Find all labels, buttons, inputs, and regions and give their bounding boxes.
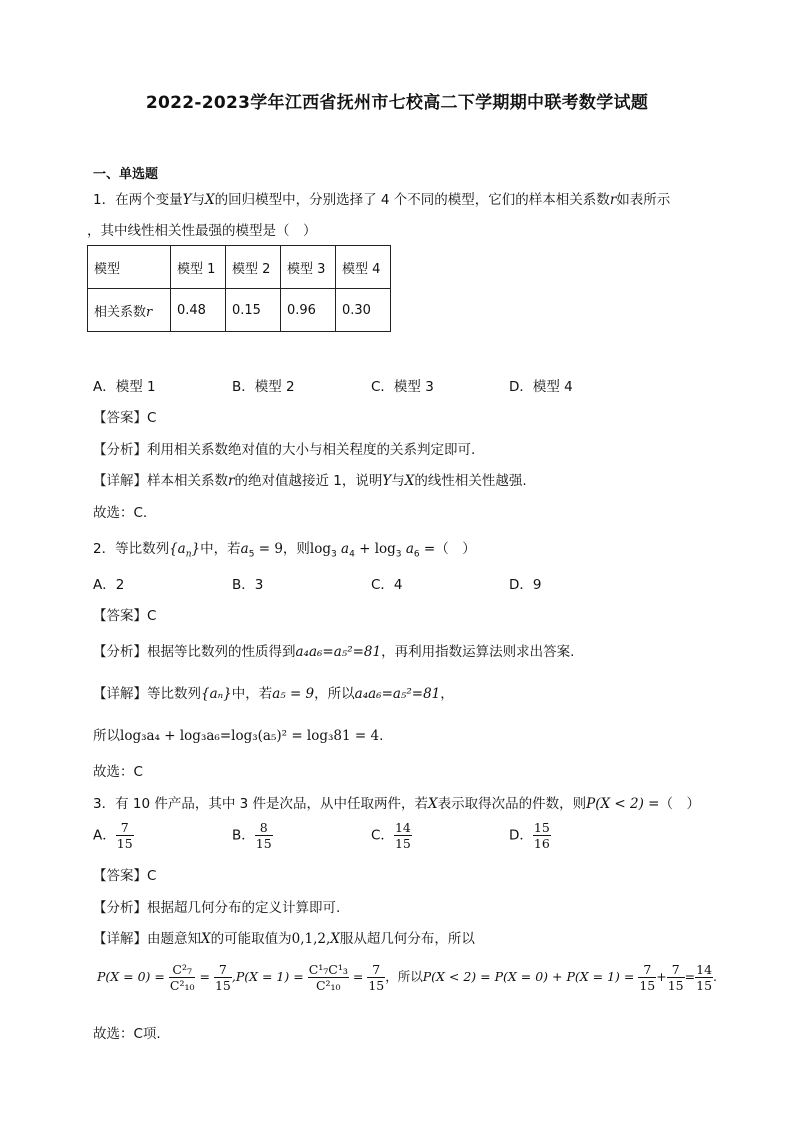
table-cell: 模型 4: [336, 246, 391, 289]
denominator: 15: [255, 836, 272, 851]
option-b: B．模型 2: [232, 379, 295, 395]
numerator: C¹₇C¹₃: [308, 962, 348, 977]
table-row: [88, 289, 391, 332]
denominator: 15: [116, 836, 133, 851]
option-label: B．: [232, 827, 255, 844]
denominator: 15: [696, 978, 713, 993]
detail-text: .: [379, 728, 384, 744]
q2-detail-line2: [93, 724, 383, 744]
q3-answer: [93, 864, 156, 884]
var-x: X: [428, 796, 438, 812]
denominator: 15: [214, 978, 231, 993]
q3-text: 表示取得次品的件数，则: [437, 796, 587, 812]
fraction: [169, 962, 196, 993]
q1-stem-line1: [93, 188, 670, 208]
fraction: [214, 962, 232, 993]
q1-stem-line2: ，其中线性相关性最强的模型是（ ）: [87, 223, 317, 239]
detail-text: 中，若: [231, 686, 273, 702]
math-expression: a₄a₆=a₅²=81: [295, 644, 382, 660]
math-token: =: [684, 969, 696, 984]
option-c: [371, 820, 412, 851]
q3-choose: 故选：C项.: [93, 1026, 161, 1042]
option-d: [509, 820, 551, 851]
detail-text: 的绝对值越接近 1，说明: [234, 473, 383, 489]
q2-answer: [93, 604, 156, 624]
analysis-text: ，再利用指数运算法则求出答案.: [381, 644, 575, 660]
analysis-tag: 【分析】: [93, 900, 147, 916]
q1-text: 1．在两个变量: [93, 192, 183, 208]
math-token: a: [336, 541, 350, 557]
q1-detail: [93, 469, 527, 489]
table-cell: 模型 3: [281, 246, 336, 289]
numerator: 7: [116, 820, 134, 836]
q1-answer: [93, 406, 156, 426]
detail-text: 由题意知: [147, 931, 201, 947]
denominator: C²₁₀: [315, 978, 341, 993]
math-subscript: 3: [395, 549, 402, 560]
denominator: 15: [394, 836, 411, 851]
model-table: [87, 245, 391, 332]
var-r: r: [609, 192, 617, 208]
q3-detail: [93, 927, 475, 947]
q1-choose: 故选：C.: [93, 505, 148, 521]
answer-value: C: [147, 868, 157, 884]
math-expression: P(X < 2) =: [586, 796, 660, 812]
option-d: D．9: [509, 577, 542, 593]
table-cell: 0.48: [171, 289, 226, 332]
analysis-tag: 【分析】: [93, 442, 147, 458]
math-expression: P(X < 2) = P(X = 0) + P(X = 1) =: [422, 969, 635, 984]
math-subscript: 6: [413, 549, 420, 560]
detail-text: 服从超几何分布，所以: [339, 931, 475, 947]
denominator: 15: [368, 978, 385, 993]
var-x: X: [201, 931, 211, 947]
math-token: +: [656, 969, 667, 984]
table-cell: [88, 289, 171, 332]
detail-text: 与: [391, 473, 405, 489]
q3-text: （ ）: [659, 796, 700, 812]
math-subscript: n: [185, 549, 192, 560]
numerator: 15: [533, 820, 550, 835]
math-token: {a: [169, 541, 186, 557]
denominator: 15: [639, 978, 656, 993]
detail-tag: 【详解】: [93, 931, 147, 947]
table-cell: 0.15: [226, 289, 281, 332]
answer-tag: 【答案】: [93, 608, 147, 624]
detail-tag: 【详解】: [93, 686, 147, 702]
fraction: [367, 962, 385, 993]
fraction: [533, 820, 551, 851]
q1-text: 如表所示: [616, 192, 671, 208]
analysis-tag: 【分析】: [93, 644, 147, 660]
denominator: 16: [533, 836, 550, 851]
answer-value: C: [147, 410, 157, 426]
option-label: C．: [371, 827, 394, 844]
math-token: log: [309, 541, 331, 557]
option-label: A．: [93, 827, 116, 844]
option-label: D．: [509, 827, 533, 844]
answer-tag: 【答案】: [93, 868, 147, 884]
var-x: X: [205, 192, 215, 208]
q2-text: ，则: [282, 541, 310, 557]
q3-text: 3．有 10 件产品，其中 3 件是次品，从中任取两件，若: [93, 796, 429, 812]
table-cell: 0.30: [336, 289, 391, 332]
math-token: =: [352, 969, 364, 984]
math-expression: P(X = 0) =: [97, 969, 165, 984]
math-expression: a₅ = 9: [272, 686, 315, 702]
numerator: 7: [667, 962, 685, 978]
var-y: Y: [382, 473, 392, 489]
math-token: a: [401, 541, 414, 557]
fraction: [308, 962, 349, 993]
fraction: [638, 962, 656, 993]
q1-text: 与: [191, 192, 206, 208]
detail-text: 所以: [93, 728, 120, 744]
q2-stem: [93, 537, 476, 560]
option-b: [232, 820, 273, 851]
section-heading: 一、单选题: [93, 167, 159, 182]
option-a: [93, 820, 134, 851]
table-cell: 模型 1: [171, 246, 226, 289]
numerator: 8: [255, 820, 273, 836]
detail-text: 样本相关系数: [147, 473, 228, 489]
option-a: A．2: [93, 577, 125, 593]
option-b: B．3: [232, 577, 264, 593]
option-c: C．模型 3: [371, 379, 434, 395]
math-subscript: 3: [331, 549, 337, 560]
math-token: + log: [354, 541, 396, 557]
math-subscript: 5: [248, 549, 255, 560]
var-r: r: [146, 304, 153, 320]
table-row: [88, 246, 391, 289]
denominator: 15: [667, 978, 684, 993]
fraction: [255, 820, 273, 851]
math-expression: a₄a₆=a₅²=81: [354, 686, 441, 702]
q1-analysis: [93, 438, 475, 458]
numerator: 14: [394, 820, 411, 835]
numerator: 7: [367, 962, 385, 978]
math-token: = 9: [254, 541, 283, 557]
answer-value: C: [147, 608, 157, 624]
table-cell: 0.96: [281, 289, 336, 332]
table-cell: 模型 2: [226, 246, 281, 289]
q2-detail: [93, 682, 454, 702]
math-token: .: [713, 969, 718, 984]
analysis-text: 根据等比数列的性质得到: [147, 644, 296, 660]
option-d: D．模型 4: [509, 379, 573, 395]
var-x: X: [404, 473, 415, 489]
math-expression: ,P(X = 1) =: [231, 969, 304, 984]
q2-sequence: [169, 541, 201, 560]
q2-choose: 故选：C: [93, 764, 143, 780]
detail-text: 的线性相关性越强.: [414, 473, 527, 489]
detail-text: 的可能取值为: [210, 931, 292, 947]
numerator: C²₇: [169, 962, 196, 978]
math-expression: log₃a₄ + log₃a₆=log₃(a₅)² = log₃81 = 4: [120, 728, 380, 744]
row-label: 相关系数: [94, 304, 147, 320]
table-cell: 模型: [88, 246, 171, 289]
q1-text: 的回归模型中，分别选择了 4 个不同的模型，它们的样本相关系数: [214, 192, 610, 208]
option-c: C．4: [371, 577, 403, 593]
q2-text: =（ ）: [419, 541, 476, 557]
q2-analysis: [93, 640, 574, 660]
analysis-text: 根据超几何分布的定义计算即可.: [147, 900, 341, 916]
page-title: 2022-2023学年江西省抚州市七校高二下学期期中联考数学试题: [145, 93, 649, 113]
math-token: =: [199, 969, 210, 984]
math-token: a: [240, 541, 249, 557]
q3-analysis: [93, 896, 340, 916]
fraction: [116, 820, 134, 851]
fraction: [394, 820, 412, 851]
detail-text: ，: [440, 686, 454, 702]
denominator: C²₁₀: [169, 978, 195, 993]
fraction: [695, 962, 713, 993]
math-token: }: [191, 541, 201, 557]
numerator: 7: [638, 962, 656, 978]
analysis-text: 利用相关系数绝对值的大小与相关程度的关系判定即可.: [147, 442, 476, 458]
math-subscript: 4: [349, 549, 355, 560]
fraction: [667, 962, 685, 993]
option-a: A．模型 1: [93, 379, 156, 395]
math-expression: {aₙ}: [201, 686, 232, 702]
q3-stem: [93, 792, 700, 812]
detail-tag: 【详解】: [93, 473, 147, 489]
math-expression: 0,1,2,: [291, 931, 331, 947]
var-x: X: [330, 931, 340, 947]
detail-text: ，所以: [385, 969, 423, 984]
q3-formula: [97, 962, 717, 993]
var-r: r: [228, 473, 235, 489]
detail-text: ，所以: [314, 686, 355, 702]
detail-text: 等比数列: [147, 686, 201, 702]
answer-tag: 【答案】: [93, 410, 147, 426]
numerator: 7: [214, 962, 232, 978]
q2-text: 中，若: [200, 541, 241, 557]
q2-text: 2．等比数列: [93, 541, 170, 557]
numerator: 14: [696, 962, 713, 977]
var-y: Y: [182, 192, 192, 208]
